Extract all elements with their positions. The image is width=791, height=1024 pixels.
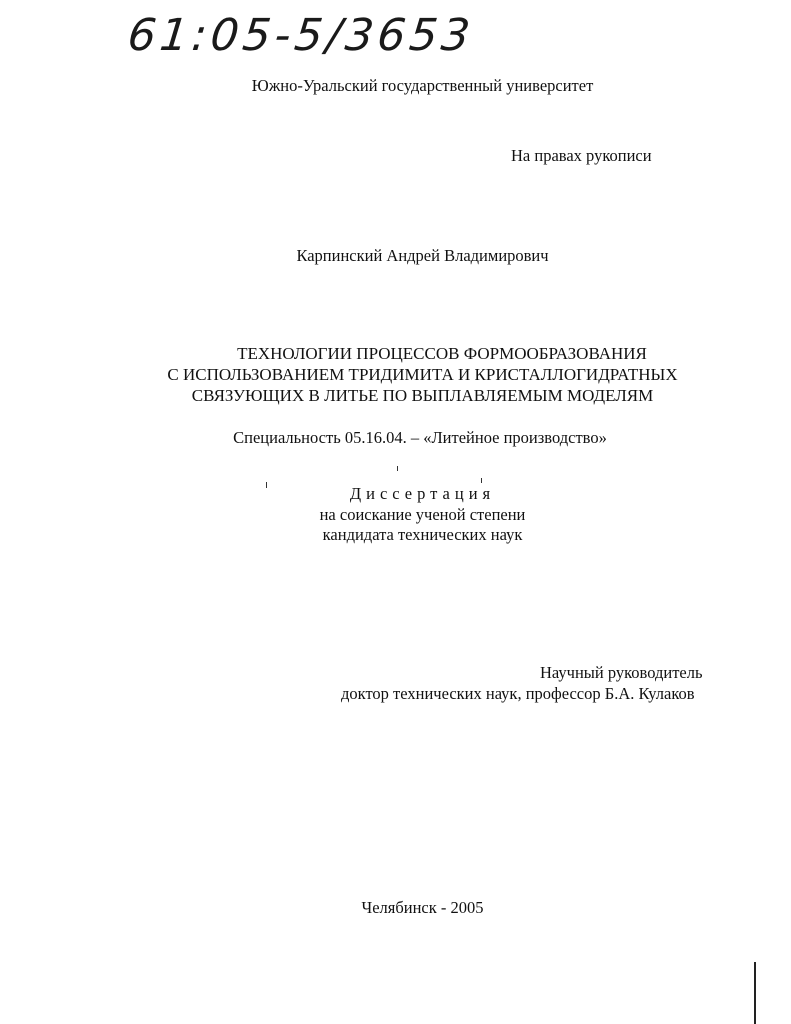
- author-name: Карпинский Андрей Владимирович: [296, 246, 549, 265]
- title-line-3: СВЯЗУЮЩИХ В ЛИТЬЕ ПО ВЫПЛАВЛЯЕМЫМ МОДЕЛЯМ: [191, 386, 654, 405]
- scan-edge-mark: [754, 962, 756, 1024]
- city-year: Челябинск - 2005: [361, 898, 484, 917]
- title-line-2: С ИСПОЛЬЗОВАНИЕМ ТРИДИМИТА И КРИСТАЛЛОГИДРАТНЫХ: [167, 365, 678, 384]
- degree-line-2: кандидата технических наук: [322, 525, 523, 544]
- supervisor-name: доктор технических наук, профессор Б.А. Кулаков: [341, 684, 695, 703]
- scan-speck: [481, 478, 482, 483]
- title-line-1: ТЕХНОЛОГИИ ПРОЦЕССОВ ФОРМООБРАЗОВАНИЯ: [237, 344, 647, 363]
- supervisor-label: Научный руководитель: [540, 663, 703, 682]
- degree-line-1: на соискание ученой степени: [319, 505, 526, 524]
- manuscript-note: На правах рукописи: [511, 146, 652, 165]
- handwritten-archive-number: 61:05-5/3653: [125, 10, 477, 61]
- scan-speck: [397, 466, 398, 471]
- specialty: Специальность 05.16.04. – «Литейное производство»: [233, 428, 607, 447]
- university-name: Южно-Уральский государственный университет: [251, 76, 594, 95]
- work-type: Диссертация: [349, 484, 496, 503]
